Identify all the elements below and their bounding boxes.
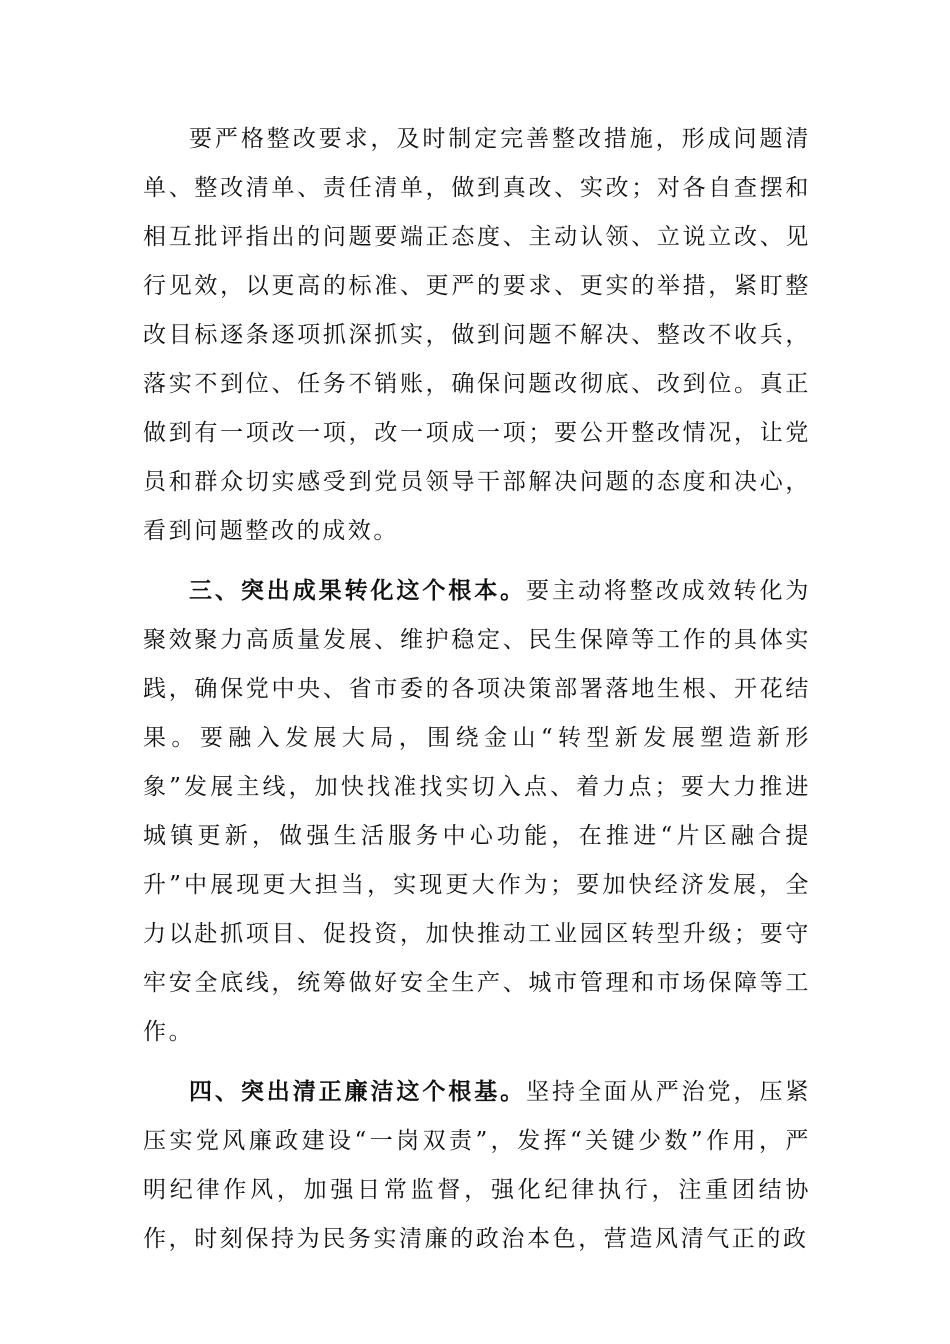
paragraph-text: 要严格整改要求，及时制定完善整改措施，形成问题清单、整改清单、责任清单，做到真改、实改；对各自查摆和相互批评指出的问题要端正态度、主动认领、立说立改、见行见效，以更高的标准、更严的要求、更实的举措，紧盯整改目标逐条逐项抓深抓实，做到问题不解决、整改不收兵，落实不到位、任务不销账，确保问题改彻底、改到位。真正做到有一项改一项，改一项成一项；要公开整改情况，让党员和群众切实感受到党员领导干部解决问题的态度和决心，看到问题整改的成效。: [143, 126, 811, 544]
section-four-text: 坚持全面从严治党，压紧压实党风廉政建设“一岗双责”，发挥“关键少数”作用，严明纪律作风，加强日常监督，强化纪律执行，注重团结协作，时刻保持为民务实清廉的政治本色，营造风清气正的政: [143, 1079, 811, 1252]
section-four-heading: 四、突出清正廉洁这个根基。: [189, 1078, 527, 1105]
paragraph-rectification-requirements: [143, 114, 811, 556]
section-three-text: 要主动将整改成效转化为聚效聚力高质量发展、维护稳定、民生保障等工作的具体实践，确保党中央、省市委的各项决策部署落地生根、开花结果。要融入发展大局，围绕金山“转型新发展塑造新形象”发展主线，加快找准找实切入点、着力点；要大力推进城镇更新，做强生活服务中心功能，在推进“片区融合提升”中展现更大担当，实现更大作为；要加快经济发展，全力以赴抓项目、促投资，加快推动工业园区转型升级；要守牢安全底线，统筹做好安全生产、城市管理和市场保障等工作。: [143, 578, 811, 1045]
section-three-heading: 三、突出成果转化这个根本。: [189, 577, 527, 604]
document-body: [143, 114, 811, 1264]
paragraph-section-four: [143, 1067, 811, 1264]
paragraph-section-three: [143, 566, 811, 1057]
